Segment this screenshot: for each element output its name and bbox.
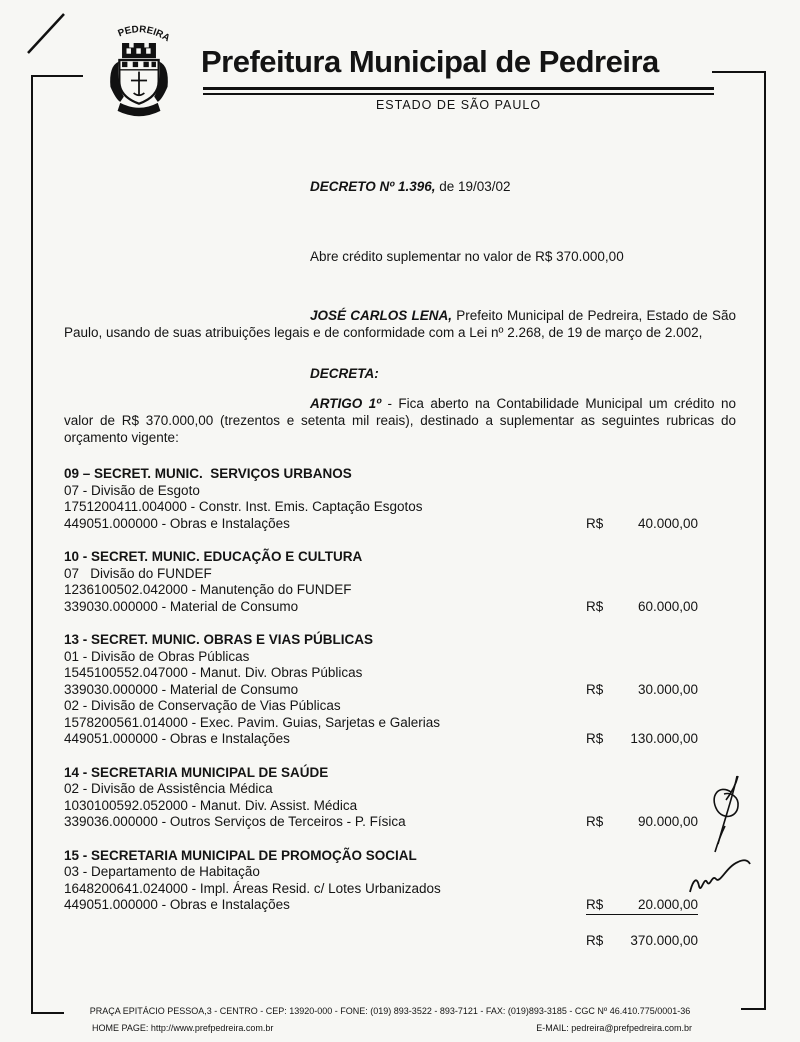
budget-section-title: 15 - SECRETARIA MUNICIPAL DE PROMOÇÃO SOCIAL [64,847,417,863]
budget-line [64,516,736,533]
amount-value: 370.000,00 [630,932,698,948]
budget-line [64,599,736,616]
budget-line-amount [586,897,698,915]
coat-of-arms-logo [94,18,184,118]
budget-line-desc: 02 - Divisão de Conservação de Vias Públicas [64,698,341,713]
frame-right-vertical [764,71,766,1010]
budget-sections [64,466,736,915]
budget-section [64,632,736,748]
budget-line [64,665,736,682]
budget-line [64,814,736,831]
budget-line-desc: 1236100502.042000 - Manutenção do FUNDEF [64,582,352,597]
budget-section [64,848,736,915]
budget-line [64,715,736,732]
budget-line [64,897,736,915]
budget-line [64,499,736,516]
budget-section-rows [64,781,736,831]
budget-section-title: 09 – SECRET. MUNIC. SERVIÇOS URBANOS [64,466,352,481]
budget-line-desc: 1030100592.052000 - Manut. Div. Assist. Médica [64,797,358,813]
budget-line-desc: 03 - Departamento de Habitação [64,864,260,879]
title-double-rule-top [203,87,714,90]
amount-value: 130.000,00 [630,731,698,746]
budget-line-amount [586,599,698,616]
budget-line-desc: 449051.000000 - Obras e Instalações [64,731,290,746]
budget-line-desc: 1648200641.024000 - Impl. Áreas Resid. c/ Lotes Urbanizados [64,880,441,896]
budget-section-rows [64,649,736,748]
budget-section-rows [64,864,736,915]
page-title: Prefeitura Municipal de Pedreira [201,44,659,79]
mayor-name: JOSÉ CARLOS LENA, [310,308,452,323]
preamble-text: Prefeito Municipal de Pedreira, Estado de São Paulo, usando de suas atribuições legais e de conformidade com a Lei nº 2.268, de 19 de março de 2.002, [64,308,736,340]
logo-arc-text: PEDREIRA [116,24,172,45]
budget-line-amount [586,731,698,748]
budget-line-desc: 339030.000000 - Material de Consumo [64,598,299,614]
amount-value: 60.000,00 [637,598,698,614]
artigo-label: ARTIGO 1º [310,396,382,411]
frame-bottom-right-horizontal [741,1008,766,1010]
budget-line-amount [586,516,698,533]
budget-line-amount [586,682,698,699]
total-row-spacer [64,932,586,949]
currency-symbol: R$ [586,932,604,948]
decree-body [64,172,736,949]
budget-section-title: 10 - SECRET. MUNIC. EDUCAÇÃO E CULTURA [64,549,363,564]
total-amount [586,932,698,949]
footer-address-line: PRAÇA EPITÁCIO PESSOA,3 - CENTRO - CEP: 13920-000 - FONE: (019) 893-3522 - 893-7121 - FAX: (019)893-3185 - CGC Nº 46.410.775/0001-36 [89,1006,691,1016]
budget-line-desc: 01 - Divisão de Obras Públicas [64,648,250,664]
budget-line [64,483,736,500]
currency-symbol: R$ [586,681,604,697]
footer-email: E-MAIL: pedreira@prefpedreira.com.br [536,1023,692,1033]
decree-number: DECRETO Nº 1.396, [310,179,436,194]
budget-section [64,765,736,831]
total-row [64,932,736,949]
budget-line-desc: 1578200561.014000 - Exec. Pavim. Guias, Sarjetas e Galerias [64,714,440,730]
state-subtitle: ESTADO DE SÃO PAULO [375,98,542,112]
footer-homepage: HOME PAGE: http://www.prefpedreira.com.br [92,1023,274,1033]
budget-line-desc: 02 - Divisão de Assistência Médica [64,781,273,796]
mural-crown [122,43,156,58]
budget-line [64,731,736,748]
budget-section-title: 14 - SECRETARIA MUNICIPAL DE SAÚDE [64,764,329,780]
budget-line-desc: 449051.000000 - Obras e Instalações [64,897,290,912]
budget-line-desc: 1751200411.004000 - Constr. Inst. Emis. Captação Esgotos [64,499,423,514]
budget-line [64,864,736,881]
budget-line-desc: 1545100552.047000 - Manut. Div. Obras Públicas [64,665,363,680]
budget-line [64,781,736,798]
budget-line [64,881,736,898]
artigo-text: - Fica aberto na Contabilidade Municipal um crédito no valor de R$ 370.000,00 (trezentos e setenta mil reais), destinado a suplementar as seguintes rubricas do orçamento vigente: [64,396,736,445]
budget-section [64,549,736,615]
frame-left-vertical [31,75,33,1014]
budget-line [64,698,736,715]
budget-line [64,682,736,699]
budget-line-amount [586,814,698,831]
budget-line [64,566,736,583]
frame-top-left-horizontal [31,75,83,77]
amount-value: 30.000,00 [637,681,698,697]
amount-value: 90.000,00 [637,814,698,829]
preamble-paragraph [64,307,736,341]
budget-line [64,582,736,599]
budget-section-title: 13 - SECRET. MUNIC. OBRAS E VIAS PÚBLICAS [64,632,374,647]
currency-symbol: R$ [586,515,604,531]
decree-date: de 19/03/02 [435,179,511,194]
budget-line-desc: 449051.000000 - Obras e Instalações [64,515,290,531]
pen-slash-mark [28,14,64,53]
title-double-rule-bottom [203,93,714,95]
currency-symbol: R$ [586,814,604,829]
artigo-paragraph [64,395,736,446]
budget-section-rows [64,566,736,616]
currency-symbol: R$ [586,598,604,614]
budget-line-desc: 07 Divisão do FUNDEF [64,565,212,581]
amount-value: 20.000,00 [637,897,698,912]
currency-symbol: R$ [586,897,604,912]
budget-line-desc: 07 - Divisão de Esgoto [64,482,200,498]
currency-symbol: R$ [586,731,604,746]
budget-line [64,649,736,666]
footer-links-line [92,1023,692,1033]
frame-top-right-horizontal [712,71,766,73]
decreta-heading: DECRETA: [310,366,379,381]
amount-value: 40.000,00 [637,515,698,531]
budget-line [64,798,736,815]
budget-line-desc: 339036.000000 - Outros Serviços de Terceiros - P. Física [64,814,406,829]
budget-section-rows [64,483,736,533]
budget-section [64,466,736,532]
budget-line-desc: 339030.000000 - Material de Consumo [64,681,299,697]
svg-text:PEDREIRA [117,24,172,44]
decree-summary: Abre crédito suplementar no valor de R$ 370.000,00 [310,249,624,264]
decree-heading [310,178,736,195]
shield [119,60,158,104]
